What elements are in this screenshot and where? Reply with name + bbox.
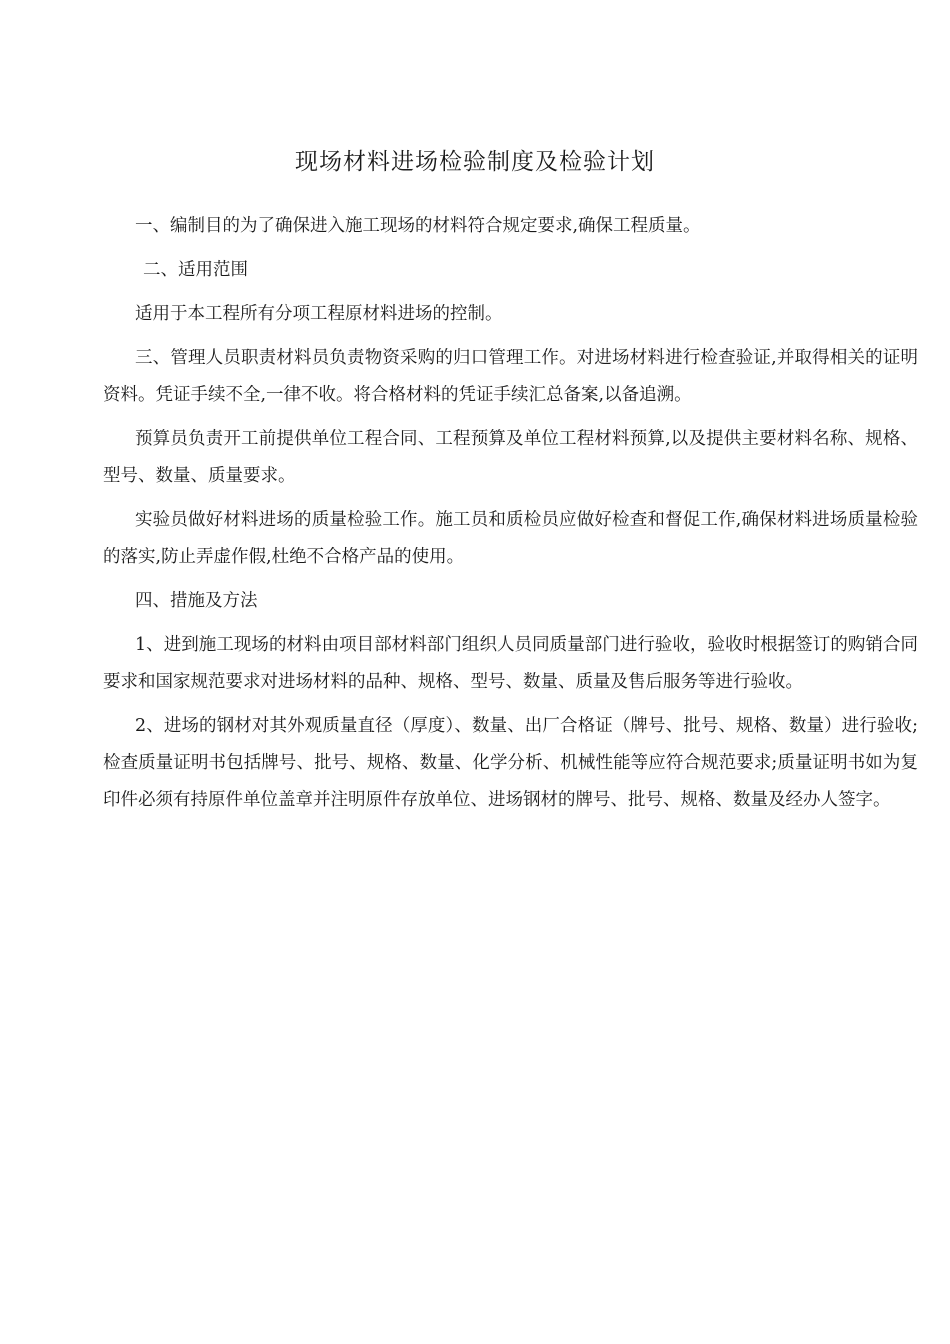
section-scope-heading: 二、适用范围 [143,260,248,280]
section-responsibilities-budget: 预算员负责开工前提供单位工程合同、工程预算及单位工程材料预算,以及提供主要材料名称、规格、型号、数量、质量要求。 [103,429,918,486]
section-scope-text: 适用于本工程所有分项工程原材料进场的控制。 [135,304,503,324]
section-purpose: 一、编制目的为了确保进入施工现场的材料符合规定要求,确保工程质量。 [135,216,701,236]
document-title: 现场材料进场检验制度及检验计划 [295,149,655,175]
measure-item-2: 2、进场的钢材对其外观质量直径（厚度）、数量、出厂合格证（牌号、批号、规格、数量）进行验收;检查质量证明书包括牌号、批号、规格、数量、化学分析、机械性能等应符合规范要求;质量证明书如为复印件必须有持原件单位盖章并注明原件存放单位、进场钢材的牌号、批号、规格、数量及经办人签字。 [103,716,918,810]
measure-item-1: 1、进到施工现场的材料由项目部材料部门组织人员同质量部门进行验收，验收时根据签订的购销合同要求和国家规范要求对进场材料的品种、规格、型号、数量、质量及售后服务等进行验收。 [103,635,918,692]
section-measures-heading: 四、措施及方法 [135,591,258,611]
section-responsibilities-testing: 实验员做好材料进场的质量检验工作。施工员和质检员应做好检查和督促工作,确保材料进场质量检验的落实,防止弄虚作假,杜绝不合格产品的使用。 [103,510,918,567]
section-responsibilities-materials: 三、管理人员职责材料员负责物资采购的归口管理工作。对进场材料进行检查验证,并取得相关的证明资料。凭证手续不全,一律不收。将合格材料的凭证手续汇总备案,以备追溯。 [103,348,918,405]
document-body [103,208,918,826]
